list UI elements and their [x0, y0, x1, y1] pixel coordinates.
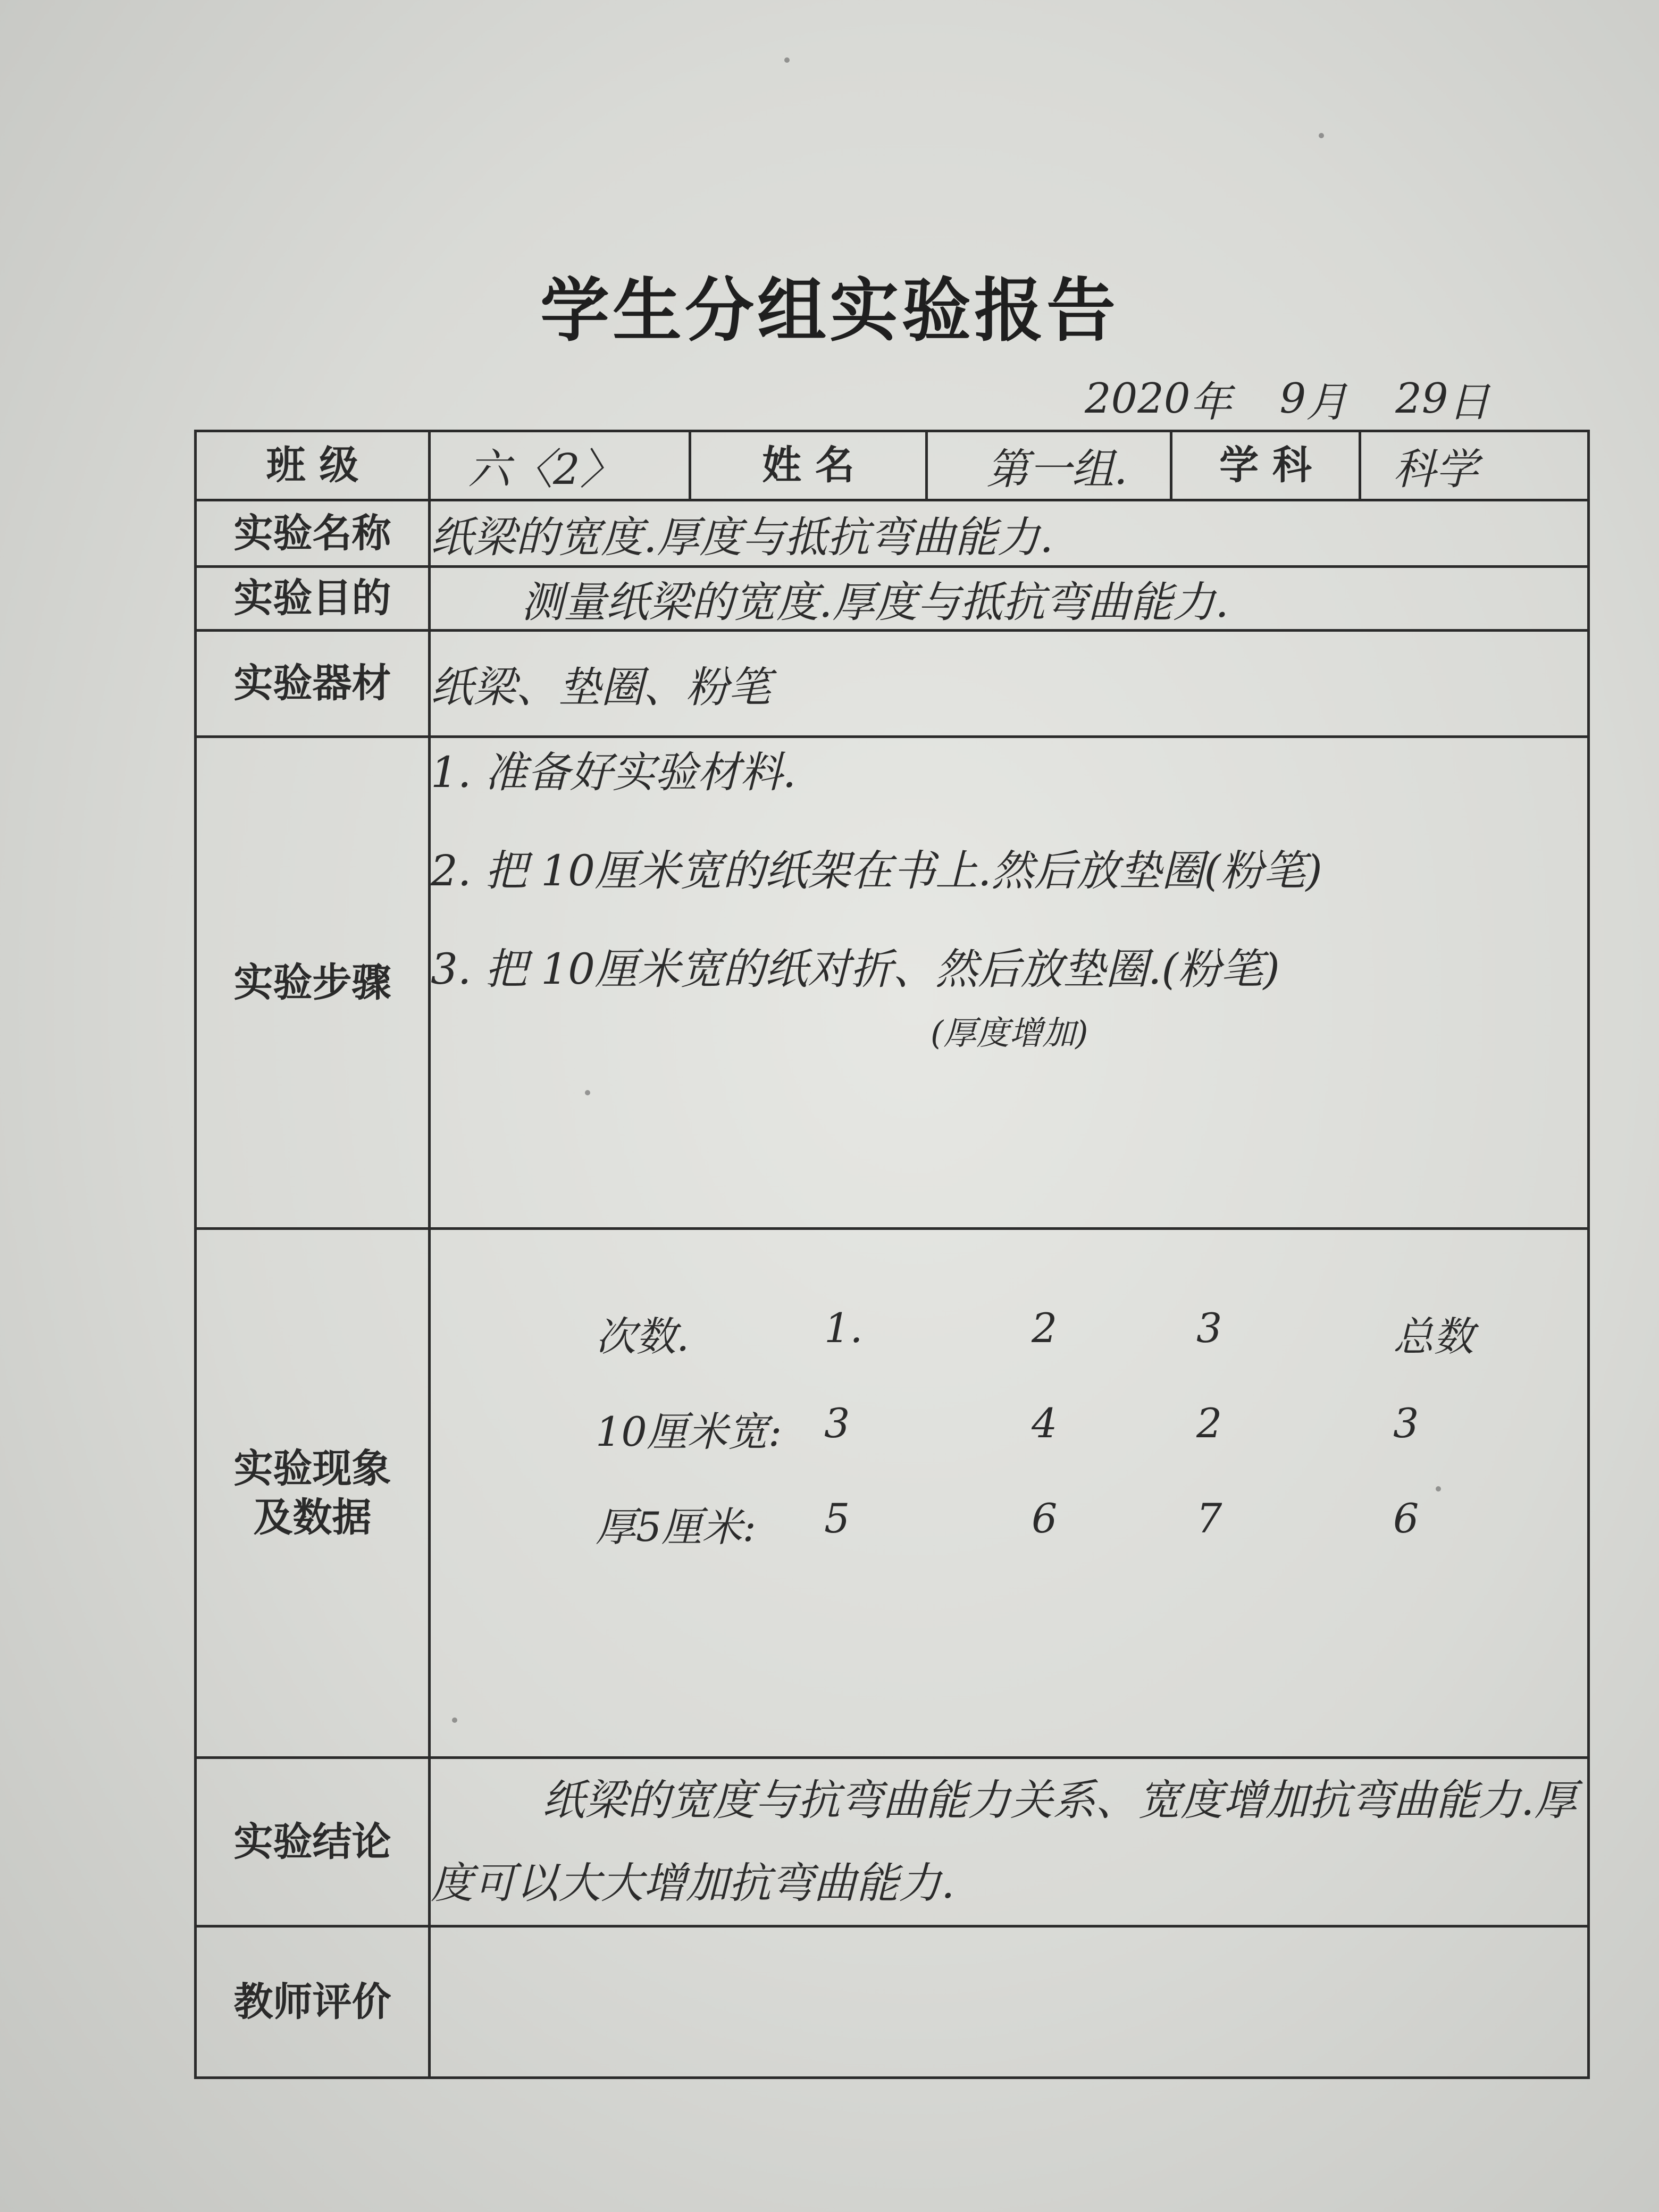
step-2: 2. 把 10厘米宽的纸架在书上.然后放垫圈(粉笔) [431, 846, 1322, 895]
date-month-suffix: 月 [1306, 379, 1348, 426]
class-value: 六〈2〉 [430, 431, 690, 500]
experiment-name-value: 纸梁的宽度.厚度与抵抗弯曲能力. [430, 500, 1589, 567]
date-month: 9 [1279, 375, 1306, 423]
experiment-data-label [196, 1229, 430, 1758]
report-table [194, 430, 1590, 2079]
data-header-4: 总数 [1393, 1313, 1474, 1360]
data-row-2-cell-4: 6 [1393, 1495, 1419, 1542]
experiment-steps-label: 实验步骤 [196, 737, 430, 1229]
report-date [1085, 372, 1489, 425]
experiment-materials-row [196, 631, 1589, 737]
data-row-2-label: 厚5厘米: [596, 1503, 756, 1551]
name-label: 姓 名 [690, 431, 927, 500]
data-grid [431, 1304, 1587, 1553]
step-3-note: (厚度增加) [931, 1013, 1088, 1052]
data-header-1: 1. [824, 1304, 863, 1352]
date-day-suffix: 日 [1448, 379, 1490, 426]
experiment-purpose-value: 测量纸梁的宽度.厚度与抵抗弯曲能力. [430, 567, 1589, 631]
experiment-materials-value: 纸梁、垫圈、粉笔 [430, 631, 1589, 737]
teacher-evaluation-label: 教师评价 [196, 1926, 430, 2078]
data-row-1-cell-2: 4 [1032, 1400, 1058, 1447]
experiment-steps-content [430, 737, 1589, 1229]
experiment-data-content [430, 1229, 1589, 1758]
data-row-2-cell-3: 7 [1196, 1495, 1222, 1542]
paper-speck [452, 1717, 457, 1723]
experiment-name-label: 实验名称 [196, 500, 430, 567]
name-value: 第一组. [927, 431, 1171, 500]
data-row-1-cell-1: 3 [824, 1400, 850, 1447]
step-3: 3. 把 10厘米宽的纸对折、然后放垫圈.(粉笔) [431, 944, 1280, 994]
subject-label: 学 科 [1171, 431, 1360, 500]
experiment-name-row [196, 500, 1589, 567]
paper-speck [1436, 1486, 1441, 1492]
data-header-0: 次数. [596, 1313, 690, 1360]
date-day: 29 [1395, 375, 1448, 423]
paper-speck [784, 57, 790, 63]
step-1: 1. 准备好实验材料. [431, 748, 797, 797]
experiment-conclusion-value: 纸梁的宽度与抗弯曲能力关系、宽度增加抗弯曲能力.厚度可以大大增加抗弯曲能力. [430, 1758, 1589, 1926]
experiment-data-row [196, 1229, 1589, 1758]
subject-value: 科学 [1360, 431, 1589, 500]
data-row-2-cell-1: 5 [824, 1495, 850, 1542]
experiment-materials-label: 实验器材 [196, 631, 430, 737]
page-title: 学生分组实验报告 [540, 270, 1119, 351]
teacher-evaluation-row [196, 1926, 1589, 2078]
data-row-1-cell-4: 3 [1393, 1400, 1419, 1447]
data-row-1-cell-3: 2 [1196, 1400, 1222, 1447]
experiment-steps-row [196, 737, 1589, 1229]
data-header-2: 2 [1032, 1304, 1058, 1352]
date-year-suffix: 年 [1190, 379, 1232, 426]
date-year: 2020 [1085, 375, 1191, 423]
experiment-purpose-row [196, 567, 1589, 631]
experiment-purpose-label: 实验目的 [196, 567, 430, 631]
experiment-data-label-line1: 实验现象 [233, 1445, 391, 1492]
teacher-evaluation-value [430, 1926, 1589, 2078]
experiment-conclusion-row [196, 1758, 1589, 1926]
info-row [196, 431, 1589, 500]
data-row-2-cell-2: 6 [1032, 1495, 1058, 1542]
data-header-3: 3 [1196, 1304, 1222, 1352]
paper-speck [585, 1090, 590, 1095]
data-row-1-label: 10厘米宽: [596, 1408, 782, 1455]
paper-speck [1319, 133, 1324, 138]
experiment-conclusion-label: 实验结论 [196, 1758, 430, 1926]
experiment-data-label-line2: 及数据 [253, 1495, 372, 1540]
class-label: 班 级 [196, 431, 430, 500]
